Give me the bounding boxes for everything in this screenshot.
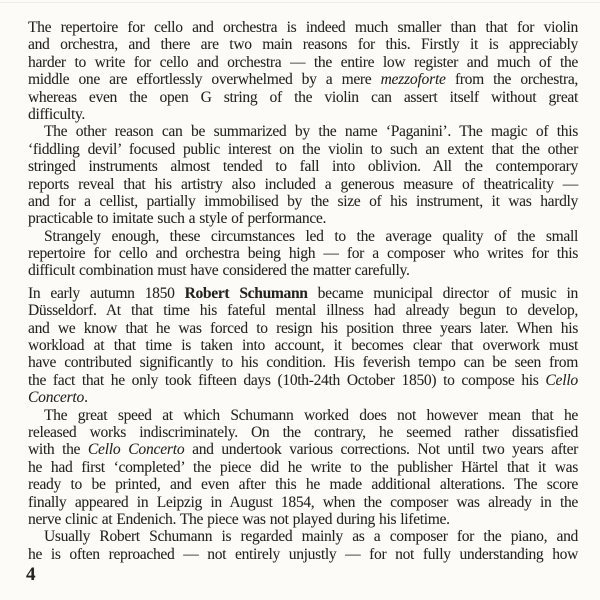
text-line: and orchestra, and there are two main reasons for this. Firstly it is appreciably [28, 36, 578, 54]
paragraph [28, 285, 578, 407]
text-line: The repertoire for cello and orchestra is indeed much smaller than that for violin [28, 19, 578, 36]
text-line: nerve clinic at Endenich. The piece was not played during his lifetime. [28, 510, 450, 528]
text-line: Düsseldorf. At that time his fateful mental illness had already begun to develop, [28, 302, 578, 320]
text-line: finally appeared in Leipzig in August 1854, when the composer was already in the [28, 493, 578, 511]
text-line: he is often reproached — not entirely unjustly — for not fully understanding how [28, 545, 578, 563]
text-line: workload at that time is taken into account, it becomes clear that overwork must [28, 337, 578, 355]
text-line: with the Cello Concerto and undertook various corrections. Not until two years after [28, 441, 579, 459]
text-line: released works indiscriminately. On the contrary, he seemed rather dissatisfied [28, 423, 578, 441]
text-line: Usually Robert Schumann is regarded mainly as a composer for the piano, and [44, 528, 578, 546]
text-line: reports reveal that his artistry also included a generous measure of theatricality — [28, 175, 578, 193]
text-line: Concerto. [28, 389, 88, 407]
text-line: middle one are effortlessly overwhelmed by a mere mezzoforte from the orchestra, [28, 71, 578, 89]
paragraph [28, 123, 578, 227]
paragraph [28, 19, 578, 123]
text-line: In early autumn 1850 Robert Schumann became municipal director of music in [28, 284, 578, 302]
text-line: and we know that he was forced to resign his position three years later. When his [28, 319, 578, 337]
text-line: whereas even the open G string of the violin can assert itself without great [28, 88, 578, 106]
text-line: The other reason can be summarized by the name ‘Paganini’. The magic of this [44, 123, 578, 141]
text-block [28, 19, 578, 563]
text-line: have contributed significantly to his condition. His feverish tempo can be seen from [28, 354, 578, 372]
text-line: the fact that he only took fifteen days (10th-24th October 1850) to compose his Cello [28, 371, 578, 389]
text-line: difficulty. [28, 105, 85, 123]
text-line: and for a cellist, partially immobilised by the size of his instrument, it was hardly [28, 192, 578, 210]
text-line: ‘fiddling devil’ focused public interest on the violin to such an extent that the other [28, 140, 578, 158]
text-line: repertoire for cello and orchestra being high — for a composer who writes for this [28, 245, 578, 263]
scan-edge-line [0, 2, 600, 3]
text-line: he had first ‘completed’ the piece did he write to the publisher Härtel that it was [28, 458, 578, 476]
paragraph [28, 407, 578, 529]
text-line: Strangely enough, these circumstances led to the average quality of the small [44, 227, 578, 245]
page-number: 4 [26, 564, 36, 585]
text-line: practicable to imitate such a style of performance. [28, 210, 327, 228]
text-line: difficult combination must have considered the matter carefully. [28, 262, 410, 280]
text-line: The great speed at which Schumann worked does not however mean that he [44, 406, 578, 424]
text-line: ready to be printed, and even after this he made additional alterations. The score [28, 476, 578, 494]
text-line: harder to write for cello and orchestra — the entire low register and much of the [28, 53, 578, 71]
paragraph [28, 228, 578, 280]
text-line: stringed instruments almost tended to fall into oblivion. All the contemporary [28, 158, 578, 176]
paragraph [28, 528, 578, 563]
